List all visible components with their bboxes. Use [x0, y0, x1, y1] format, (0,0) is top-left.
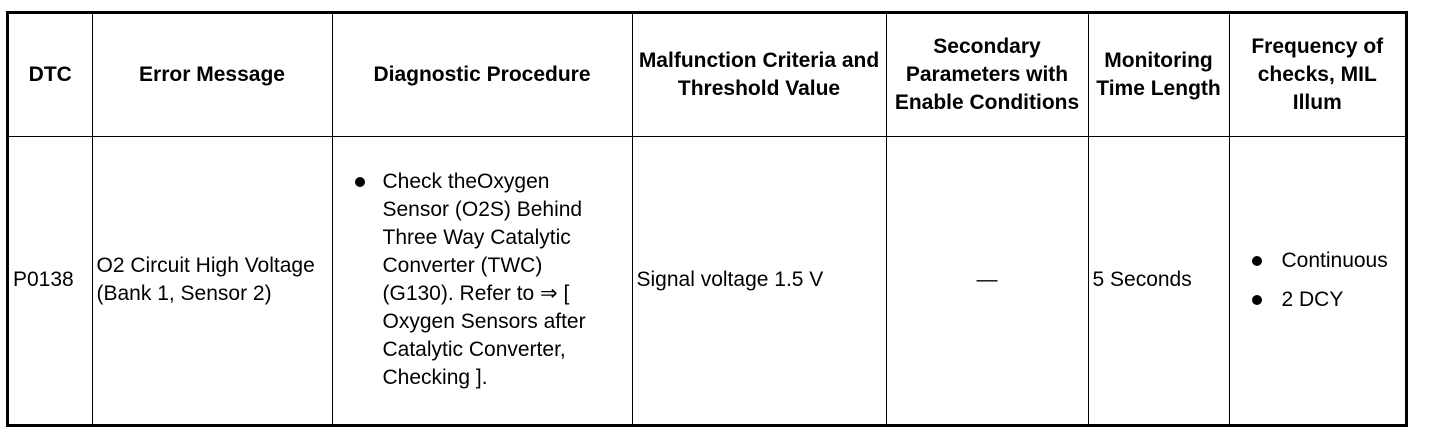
procedure-text: Check theOxygen Sensor (O2S) Behind Three Way Catalytic Converter (TWC) (G130). Refer to ⇒ [ Oxygen Sensors after Catalytic Converter, Checking ]. [382, 170, 586, 390]
header-frequency: Frequency of checks, MIL Illum [1229, 14, 1405, 136]
cell-secondary-parameters: — [886, 136, 1088, 424]
header-diagnostic-procedure: Diagnostic Procedure [332, 14, 632, 136]
frequency-list [1244, 247, 1402, 314]
header-row [9, 14, 1405, 136]
procedure-list [351, 168, 618, 392]
frequency-item-continuous: Continuous [1244, 247, 1402, 275]
cell-error-message: O2 Circuit High Voltage (Bank 1, Sensor 2) [92, 136, 332, 424]
cell-diagnostic-procedure [332, 136, 632, 424]
cell-dtc-code: P0138 [9, 136, 92, 424]
frequency-item-dcy: 2 DCY [1244, 286, 1402, 314]
cell-malfunction-criteria: Signal voltage 1.5 V [632, 136, 886, 424]
header-monitoring-time: Monitoring Time Length [1088, 14, 1229, 136]
cell-frequency [1229, 136, 1405, 424]
header-malfunction-criteria: Malfunction Criteria and Threshold Value [632, 14, 886, 136]
header-error-message: Error Message [92, 14, 332, 136]
cell-monitoring-time: 5 Seconds [1088, 136, 1229, 424]
table-row [9, 136, 1405, 424]
dtc-table [9, 14, 1405, 424]
dtc-table-frame [6, 11, 1408, 427]
header-secondary-parameters: Secondary Parameters with Enable Conditions [886, 14, 1088, 136]
header-dtc: DTC [9, 14, 92, 136]
procedure-item [351, 168, 618, 392]
